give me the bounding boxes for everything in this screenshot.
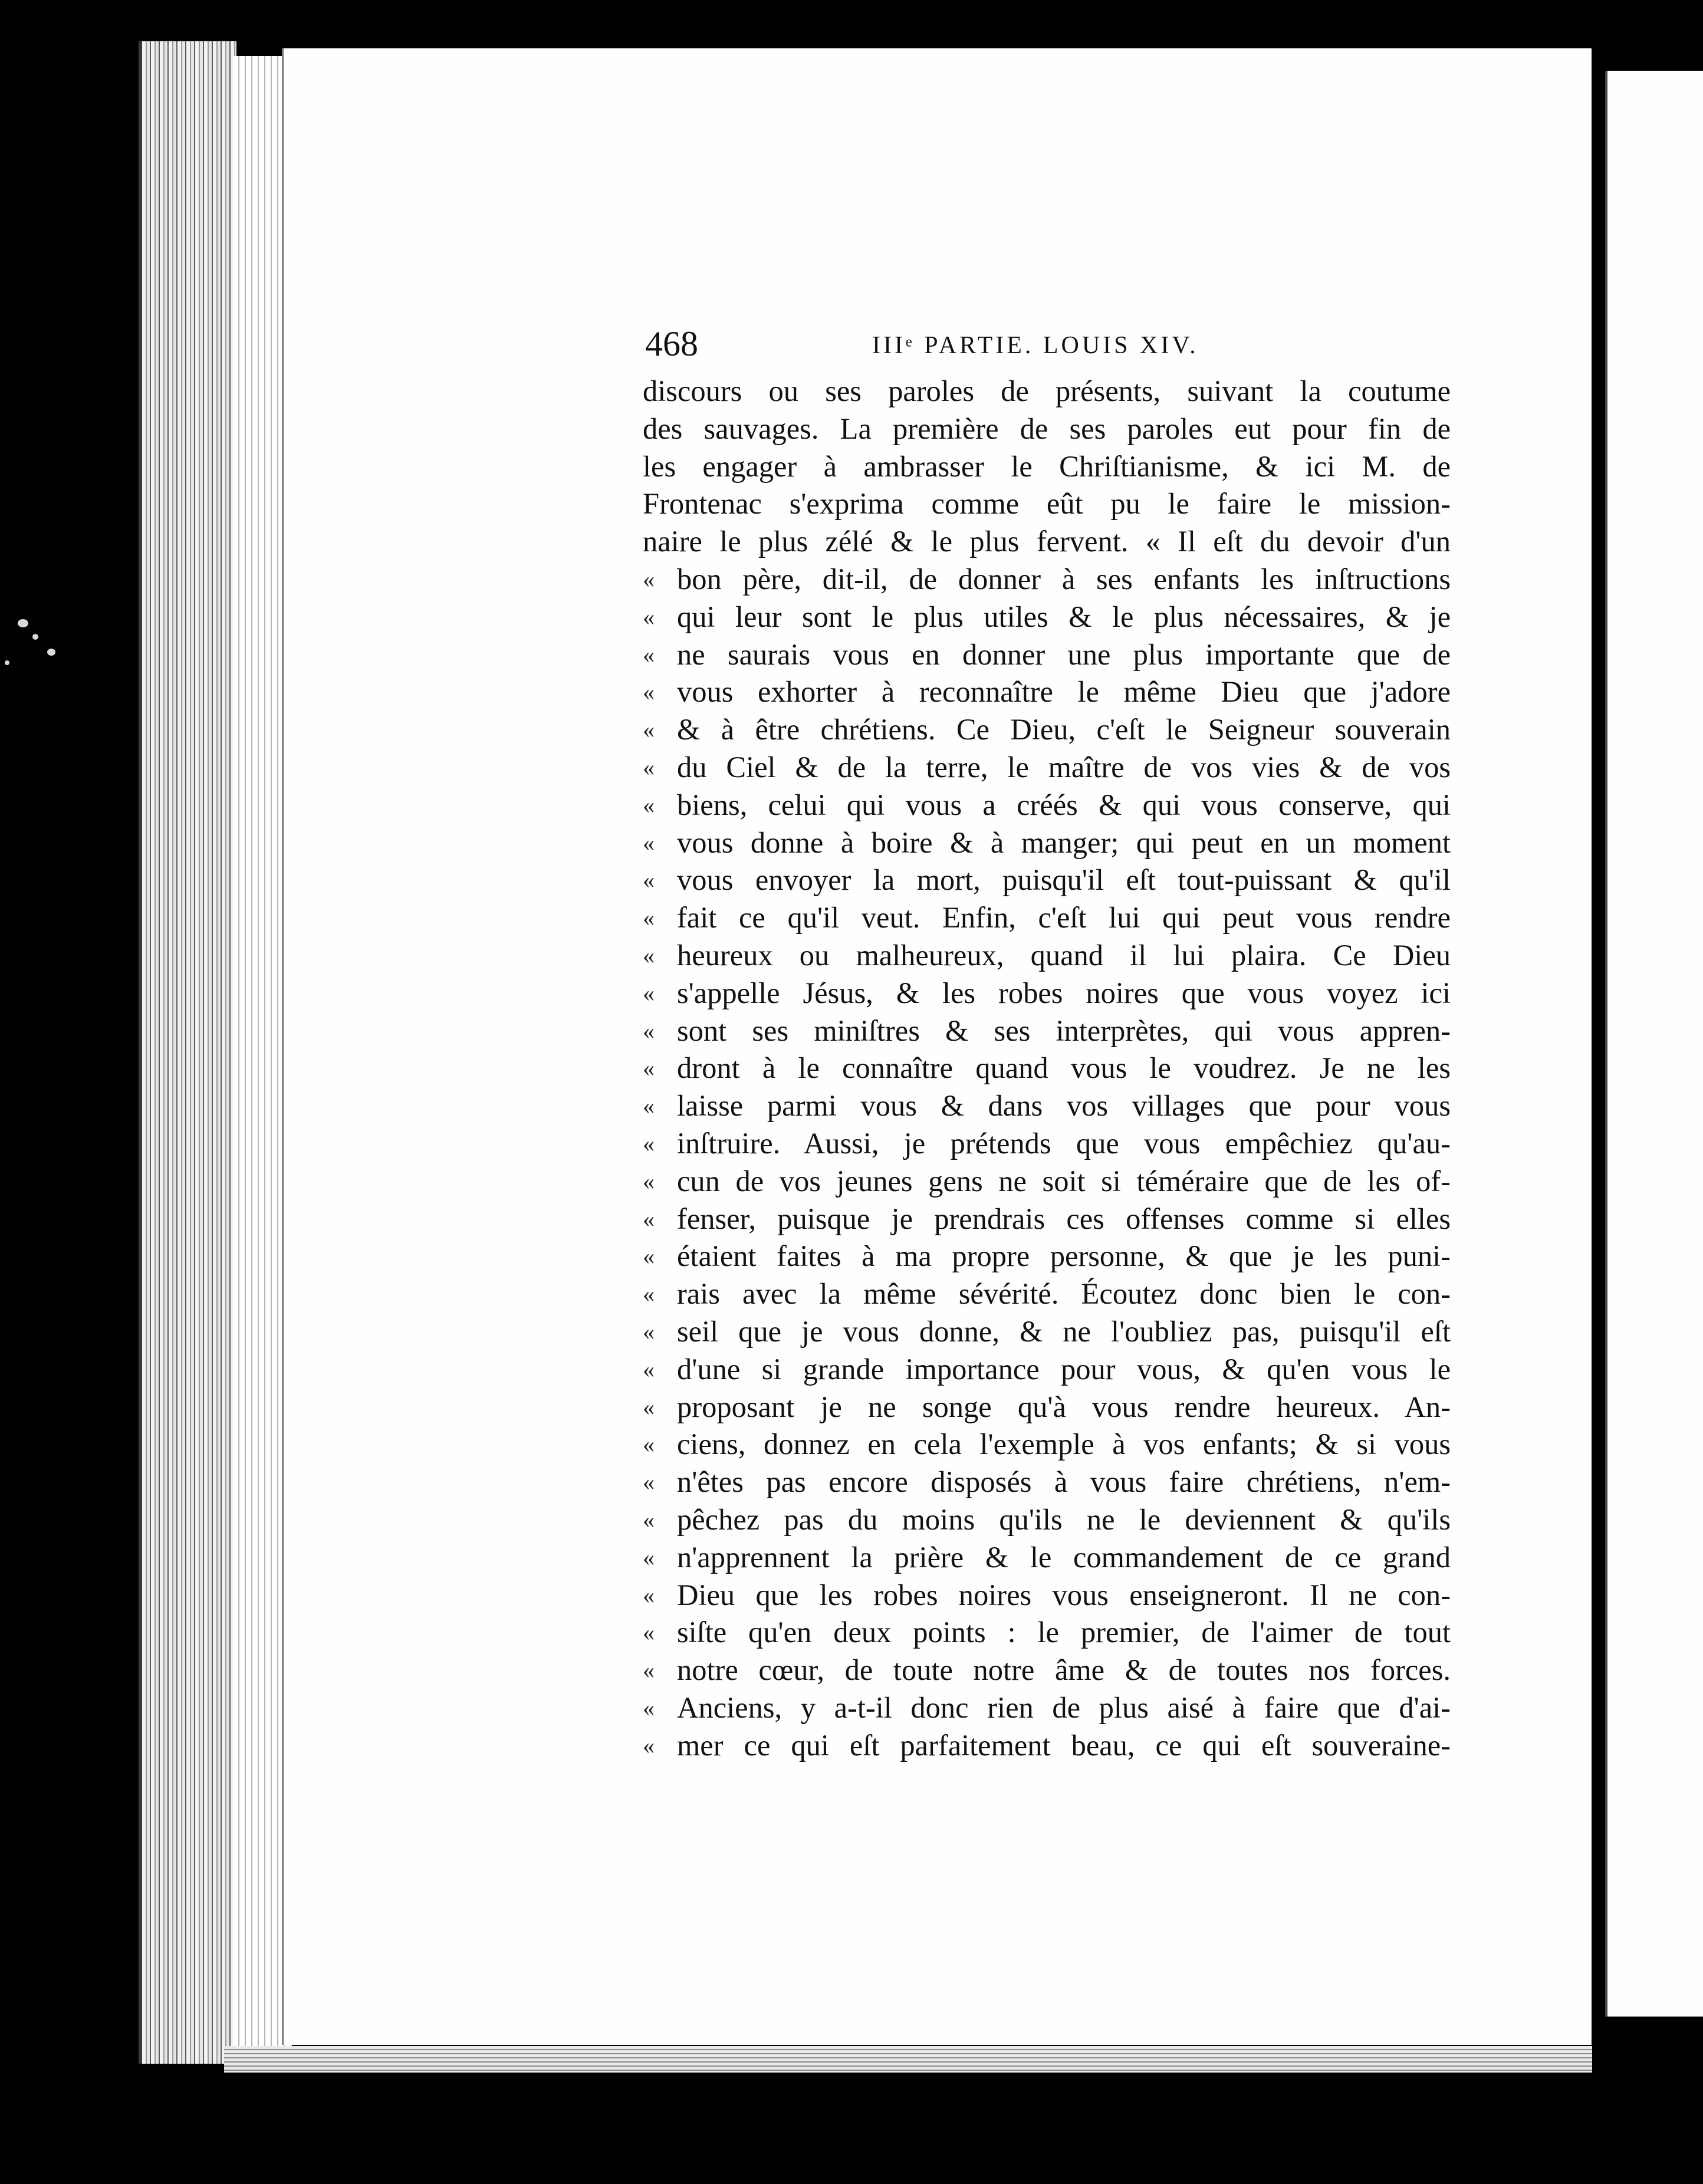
text-line — [643, 749, 1451, 787]
page-number: 468 — [645, 324, 698, 363]
quote-mark: « — [643, 1017, 655, 1044]
text-line — [643, 1652, 1451, 1689]
scan-speck — [5, 660, 9, 665]
line-text: heureux ou malheureux, quand il lui plaira. Ce Dieu — [677, 938, 1451, 972]
text-line — [643, 448, 1451, 486]
line-text: cun de vos jeunes gens ne soit si téméraire que de les of- — [677, 1164, 1451, 1198]
text-line — [643, 373, 1451, 410]
line-text: vous donne à boire & à manger; qui peut en un moment — [677, 825, 1451, 859]
text-line — [643, 1426, 1451, 1463]
quote-mark: « — [643, 1732, 655, 1759]
text-line — [643, 1389, 1451, 1426]
line-text: les engager à ambrasser le Chriſtianisme, & ici M. de — [643, 449, 1451, 483]
text-line — [643, 824, 1451, 862]
quote-mark: « — [643, 1657, 655, 1684]
quote-mark: « — [643, 1393, 655, 1420]
text-line — [643, 1727, 1451, 1765]
quote-mark: « — [643, 1205, 655, 1232]
quote-mark: « — [643, 603, 655, 630]
line-text: notre cœur, de toute notre âme & de toutes nos forces. — [677, 1653, 1451, 1687]
text-line — [643, 861, 1451, 899]
running-head — [645, 323, 1447, 364]
quote-mark: « — [643, 1356, 655, 1383]
quote-mark: « — [643, 829, 655, 856]
text-line — [643, 598, 1451, 636]
page-heading: IIIᵉ PARTIE. LOUIS XIV. — [872, 332, 1199, 359]
line-text: du Ciel & de la terre, le maître de vos vies & de vos — [677, 750, 1451, 784]
text-line — [643, 1463, 1451, 1501]
text-line — [643, 1125, 1451, 1163]
quote-mark: « — [643, 754, 655, 781]
quote-mark: « — [643, 565, 655, 593]
line-text: proposant je ne songe qu'à vous rendre heureux. An- — [677, 1390, 1451, 1423]
text-line — [643, 1313, 1451, 1351]
line-text: fenser, puisque je prendrais ces offenses comme si elles — [677, 1202, 1451, 1235]
line-text: n'êtes pas encore disposés à vous faire chrétiens, n'em- — [677, 1465, 1451, 1499]
scan-speck — [32, 634, 38, 640]
line-text: mer ce qui eſt parfaitement beau, ce qui eſt souveraine- — [677, 1728, 1451, 1762]
text-line — [643, 975, 1451, 1012]
line-text: des sauvages. La première de ses paroles eut pour fin de — [643, 412, 1451, 445]
line-text: laisse parmi vous & dans vos villages que pour vous — [677, 1089, 1451, 1123]
facing-page-edge — [1605, 71, 1703, 2017]
quote-mark: « — [643, 1431, 655, 1458]
line-text: ciens, donnez en cela l'exemple à vos enfants; & si vous — [677, 1428, 1451, 1461]
line-text: qui leur sont le plus utiles & le plus nécessaires, & je — [677, 600, 1451, 633]
line-text: vous exhorter à reconnaître le même Dieu que j'adore — [677, 675, 1451, 709]
quote-mark: « — [643, 716, 655, 744]
line-text: fait ce qu'il veut. Enfin, c'eſt lui qui peut vous rendre — [677, 901, 1451, 935]
line-text: sont ses miniſtres & ses interprètes, qui vous appren- — [677, 1014, 1451, 1047]
book-page-edges — [139, 41, 236, 2064]
text-line — [643, 1050, 1451, 1087]
text-line — [643, 1200, 1451, 1238]
quote-mark: « — [643, 979, 655, 1007]
line-text: s'appelle Jésus, & les robes noires que vous voyez ici — [677, 976, 1451, 1009]
quote-mark: « — [643, 1506, 655, 1533]
text-line — [643, 1012, 1451, 1050]
text-line — [643, 410, 1451, 448]
line-text: n'apprennent la prière & le commandement de ce grand — [677, 1540, 1451, 1574]
text-line — [643, 1501, 1451, 1539]
text-line — [643, 561, 1451, 598]
line-text: siſte qu'en deux points : le premier, de l'aimer de tout — [677, 1616, 1451, 1649]
scan-speck — [18, 619, 28, 627]
body-text — [643, 373, 1451, 1764]
quote-mark: « — [643, 1281, 655, 1308]
text-line — [643, 636, 1451, 674]
text-line — [643, 1163, 1451, 1200]
quote-mark: « — [643, 1318, 655, 1345]
text-line — [643, 523, 1451, 561]
line-text: rais avec la même sévérité. Écoutez donc bien le con- — [677, 1277, 1451, 1311]
quote-mark: « — [643, 1694, 655, 1721]
line-text: inſtruire. Aussi, je prétends que vous empêchiez qu'au- — [677, 1126, 1451, 1160]
quote-mark: « — [643, 1469, 655, 1496]
text-line — [643, 673, 1451, 711]
line-text: ne saurais vous en donner une plus importante que de — [677, 637, 1451, 671]
quote-mark: « — [643, 904, 655, 932]
quote-mark: « — [643, 1544, 655, 1571]
line-text: Anciens, y a-t-il donc rien de plus aisé à faire que d'ai- — [677, 1690, 1451, 1724]
quote-mark: « — [643, 1243, 655, 1270]
scan-speck — [47, 649, 55, 656]
line-text: Frontenac s'exprima comme eût pu le faire le mission- — [643, 487, 1451, 521]
line-text: étaient faites à ma propre personne, & que je les puni- — [677, 1239, 1451, 1273]
line-text: dront à le connaître quand vous le voudrez. Je ne les — [677, 1051, 1451, 1085]
quote-mark: « — [643, 942, 655, 969]
text-line — [643, 937, 1451, 975]
line-text: Dieu que les robes noires vous enseigneront. Il ne con- — [677, 1578, 1451, 1611]
text-line — [643, 1577, 1451, 1614]
quote-mark: « — [643, 1055, 655, 1082]
text-line — [643, 485, 1451, 523]
line-text: biens, celui qui vous a créés & qui vous conserve, qui — [677, 788, 1451, 821]
quote-mark: « — [643, 1167, 655, 1195]
quote-mark: « — [643, 1130, 655, 1157]
quote-mark: « — [643, 791, 655, 818]
line-text: naire le plus zélé & le plus fervent. « Il eſt du devoir d'un — [643, 525, 1451, 558]
line-text: vous envoyer la mort, puisqu'il eſt tout-puissant & qu'il — [677, 863, 1451, 897]
quote-mark: « — [643, 679, 655, 706]
text-line — [643, 787, 1451, 824]
quote-mark: « — [643, 1619, 655, 1646]
text-line — [643, 1087, 1451, 1125]
line-text: discours ou ses paroles de présents, suivant la coutume — [643, 374, 1451, 407]
book-bottom-edges — [224, 2046, 1592, 2073]
line-text: d'une si grande importance pour vous, & qu'en vous le — [677, 1352, 1451, 1386]
line-text: bon père, dit-il, de donner à ses enfants les inſtructions — [677, 562, 1451, 596]
text-line — [643, 1614, 1451, 1652]
quote-mark: « — [643, 641, 655, 668]
quote-mark: « — [643, 1093, 655, 1120]
text-line — [643, 711, 1451, 749]
text-line — [643, 1539, 1451, 1577]
line-text: pêchez pas du moins qu'ils ne le deviennent & qu'ils — [677, 1502, 1451, 1536]
text-line — [643, 1238, 1451, 1275]
text-line — [643, 1275, 1451, 1313]
line-text: & à être chrétiens. Ce Dieu, c'eſt le Seigneur souverain — [677, 713, 1451, 746]
text-line — [643, 899, 1451, 937]
line-text: seil que je vous donne, & ne l'oubliez pas, puisqu'il eſt — [677, 1314, 1451, 1348]
quote-mark: « — [643, 867, 655, 894]
text-line — [643, 1351, 1451, 1389]
text-line — [643, 1689, 1451, 1727]
quote-mark: « — [643, 1581, 655, 1609]
